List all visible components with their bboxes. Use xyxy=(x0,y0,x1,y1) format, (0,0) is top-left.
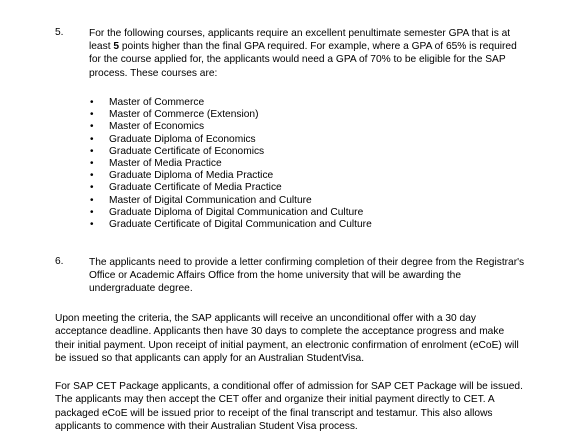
item-6-text: The applicants need to provide a letter confirming completion of their degree from the Registrar's Office or Academic Affairs Office from the home university that will be awarding the undergraduate degree. xyxy=(89,257,525,295)
course-list-item: • Graduate Diploma of Economics xyxy=(90,134,372,146)
course-list-item: • Graduate Diploma of Media Practice xyxy=(90,170,372,182)
item-5-bold-number: 5 xyxy=(113,41,120,53)
course-list-item: • Graduate Certificate of Media Practice xyxy=(90,182,372,194)
item-5-text-end: points higher than the final GPA required. For example, where a GPA of 65% is required for the course applied for, the applicants would need a GPA of 70% to be eligible for the SAP process. These courses are: xyxy=(89,41,517,79)
course-list-item: • Master of Commerce xyxy=(90,97,372,109)
course-list-item: • Master of Digital Communication and Culture xyxy=(90,195,372,207)
paragraph-cet-package: For SAP CET Package applicants, a conditional offer of admission for SAP CET Package will be issued. The applicants may then accept the CET offer and organize their initial payment directly to CET. A packaged eCoE will be issued prior to receipt of the final transcript and testamur. This also allows applicants to commence with their Australian Student Visa process. xyxy=(55,381,523,433)
paragraph-unconditional-offer: Upon meeting the criteria, the SAP applicants will receive an unconditional offer with a 30 day acceptance deadline. Applicants then have 30 days to complete the acceptance progress and make their initial payment. Upon receipt of initial payment, an electronic confirmation of enrolment (eCoE) will be issued so that applicants can apply for an Australian StudentVisa. xyxy=(55,313,519,365)
item-5-number: 5. xyxy=(55,27,64,38)
course-list-item: • Master of Commerce (Extension) xyxy=(90,109,372,121)
item-6-number: 6. xyxy=(55,256,64,267)
item-5-text xyxy=(89,27,529,80)
course-list-item: • Master of Media Practice xyxy=(90,158,372,170)
item-5-text-start: For the following courses, applicants require an excellent penultimate semester GPA that is at least xyxy=(89,28,511,53)
course-list-item: • Graduate Certificate of Economics xyxy=(90,146,372,158)
course-list-item: • Graduate Certificate of Digital Communication and Culture xyxy=(90,219,372,231)
course-list-item: • Master of Economics xyxy=(90,121,372,133)
course-list xyxy=(90,97,372,231)
course-list-item: • Graduate Diploma of Digital Communication and Culture xyxy=(90,207,372,219)
